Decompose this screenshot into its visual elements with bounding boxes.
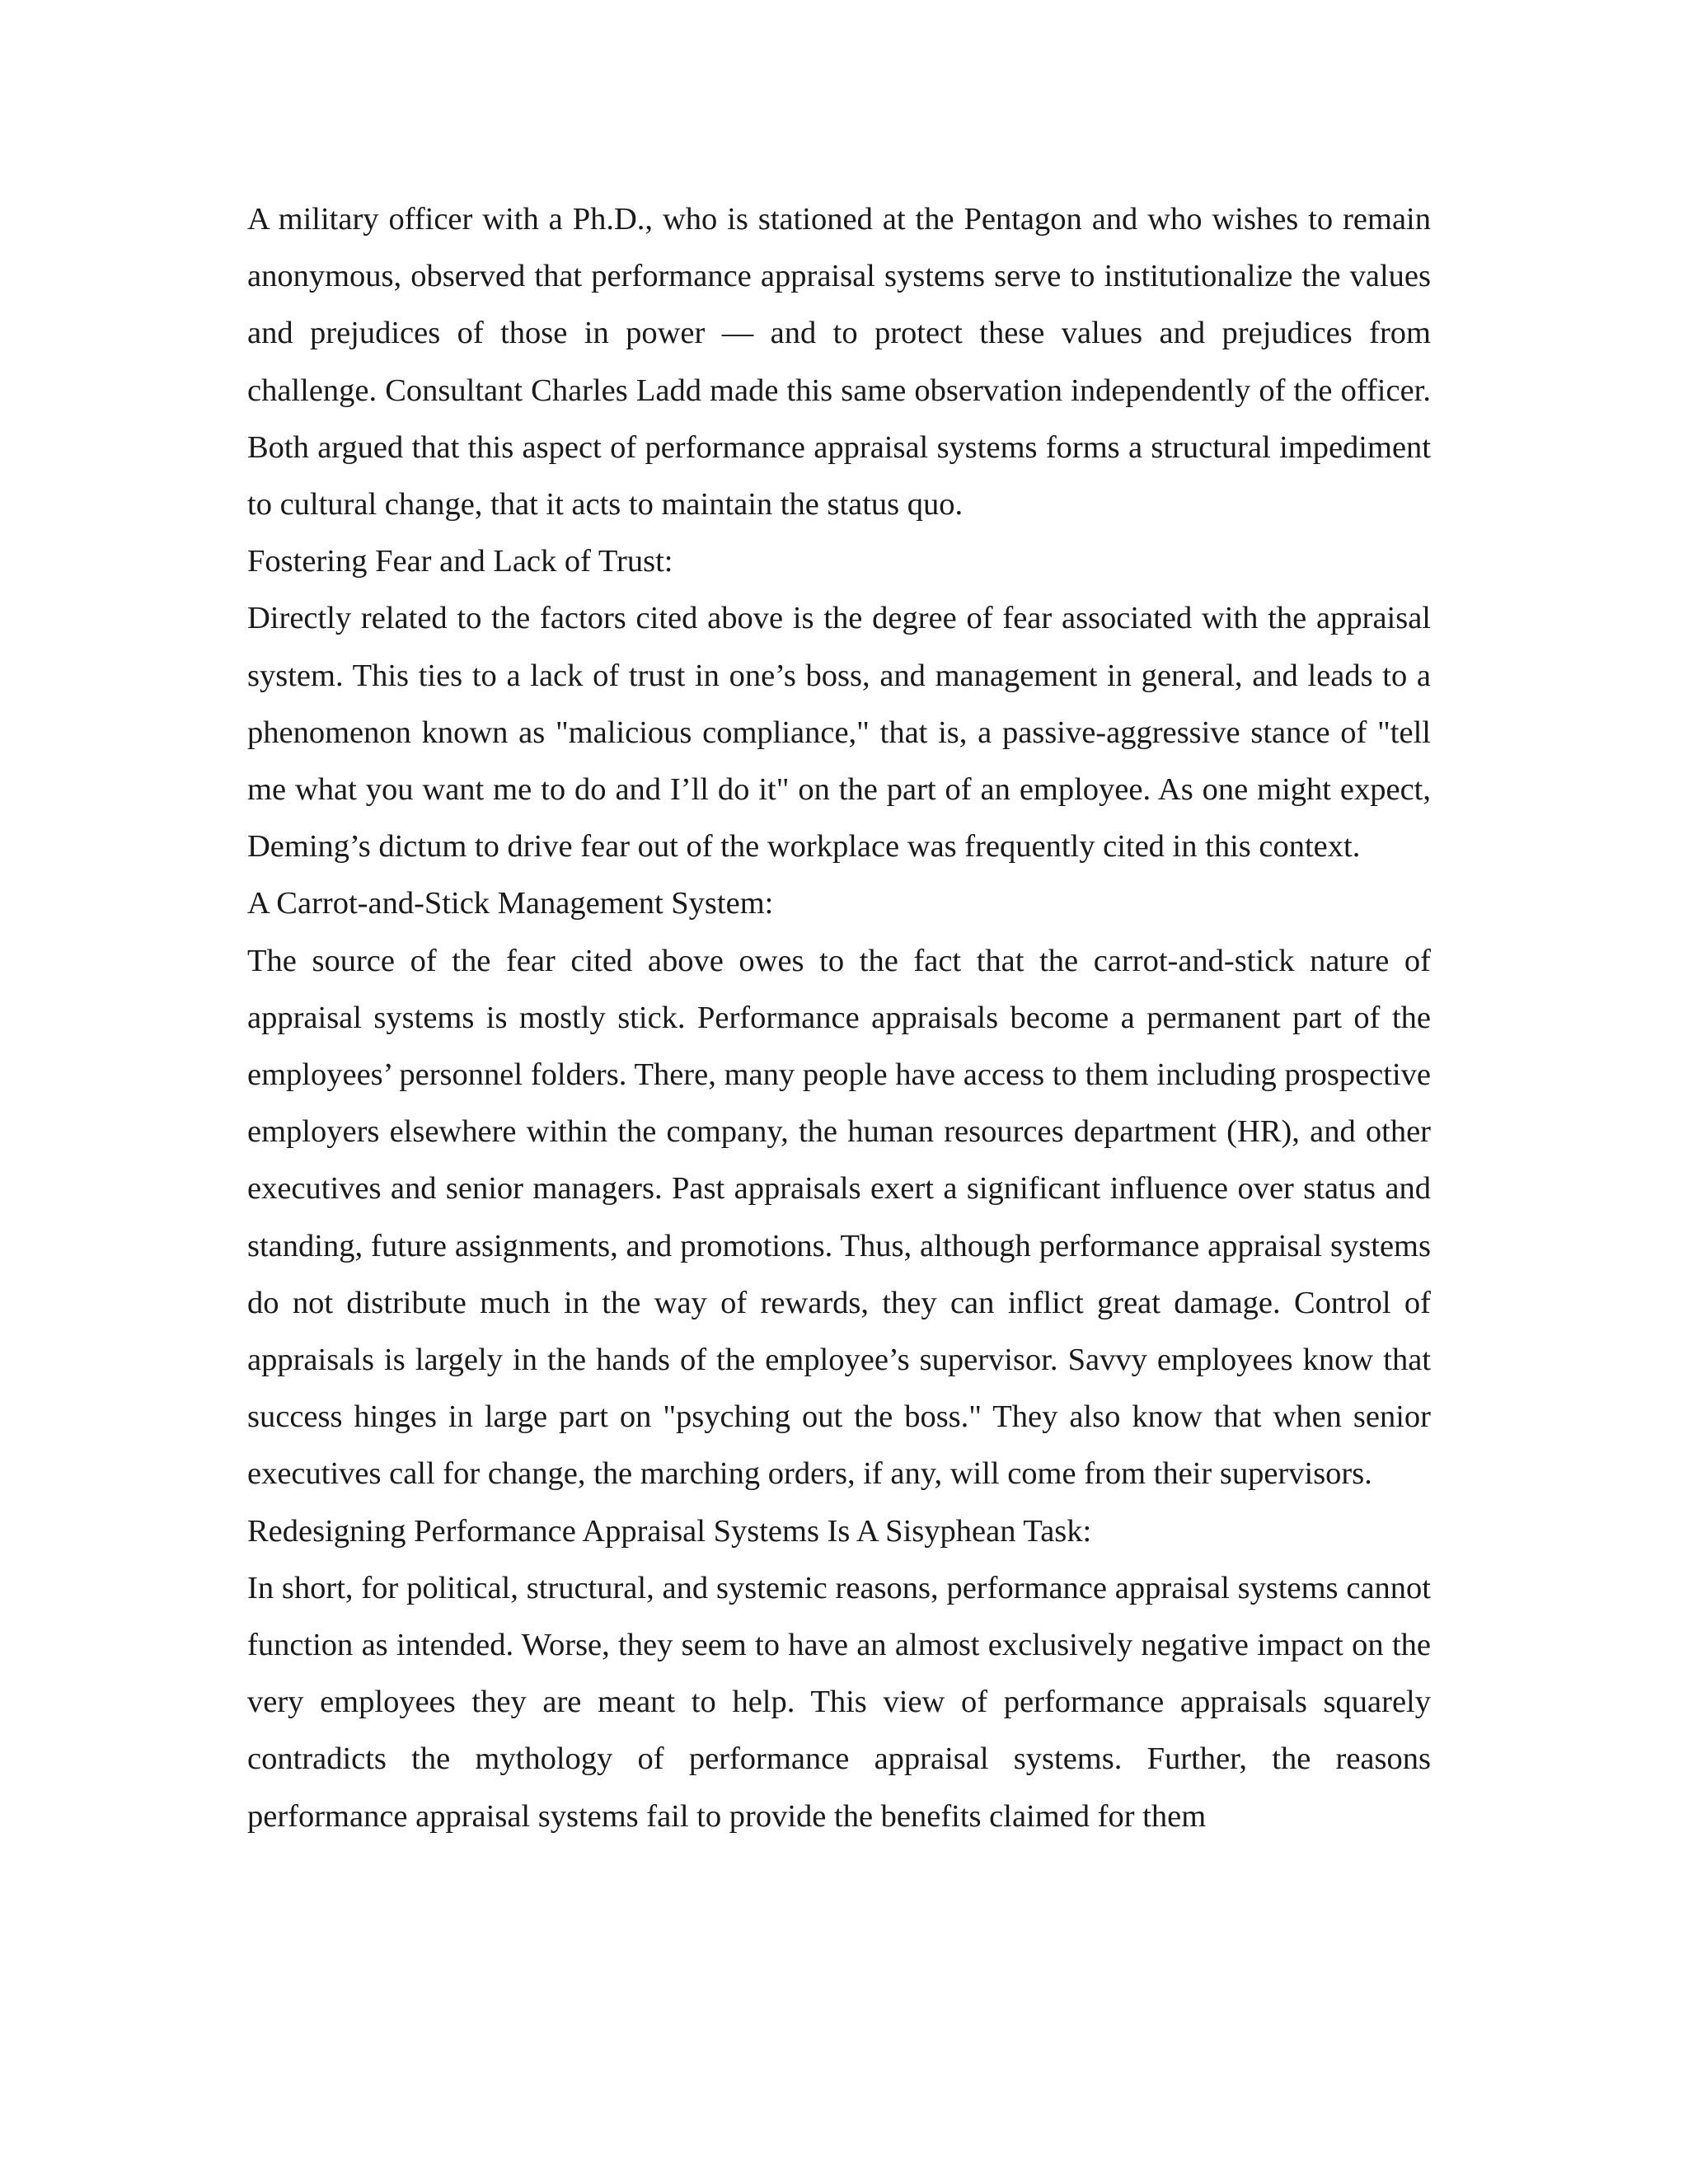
paragraph-sisyphean-task: In short, for political, structural, and systemic reasons, performance appraisal systems cannot function as intended. Worse, they seem to have an almost exclusively negative impact on the very employees they are meant to help. This view of performance appraisals squarely contradicts the mythology of performance appraisal systems. Further, the reasons performance appraisal systems fail to provide the benefits claimed for them	[247, 1570, 1431, 1834]
paragraph-carrot-and-stick: The source of the fear cited above owes to the fact that the carrot-and-stick nature of appraisal systems is mostly stick. Performance appraisals become a permanent part of the employees’ personnel folders. There, many people have access to them including prospective employers elsewhere within the company, the human resources department (HR), and other executives and senior managers. Past appraisals exert a significant influence over status and standing, future assignments, and promotions. Thus, although performance appraisal systems do not distribute much in the way of rewards, they can inflict great damage. Control of appraisals is largely in the hands of the employee’s supervisor. Savvy employees know that success hinges in large part on "psyching out the boss." They also know that when senior executives call for change, the marching orders, if any, will come from their supervisors.	[247, 943, 1431, 1492]
paragraph-pentagon-officer: A military officer with a Ph.D., who is stationed at the Pentagon and who wishes to remain anonymous, observed that performance appraisal systems serve to institutionalize the values and prejudices of those in power — and to protect these values and prejudices from challenge. Consultant Charles Ladd made this same observation independently of the officer. Both argued that this aspect of performance appraisal systems forms a structural impediment to cultural change, that it acts to maintain the status quo.	[247, 202, 1431, 523]
document-body	[247, 191, 1431, 1845]
section-heading-sisyphean-task: Redesigning Performance Appraisal Systems Is A Sisyphean Task:	[247, 1513, 1092, 1549]
section-heading-carrot-and-stick: A Carrot-and-Stick Management System:	[247, 886, 774, 921]
section-heading-fear-and-trust: Fostering Fear and Lack of Trust:	[247, 544, 673, 579]
paragraph-fear-and-trust: Directly related to the factors cited above is the degree of fear associated with the appraisal system. This ties to a lack of trust in one’s boss, and management in general, and leads to a phenomenon known as "malicious compliance," that is, a passive-aggressive stance of "tell me what you want me to do and I’ll do it" on the part of an employee. As one might expect, Deming’s dictum to drive fear out of the workplace was frequently cited in this context.	[247, 601, 1431, 865]
